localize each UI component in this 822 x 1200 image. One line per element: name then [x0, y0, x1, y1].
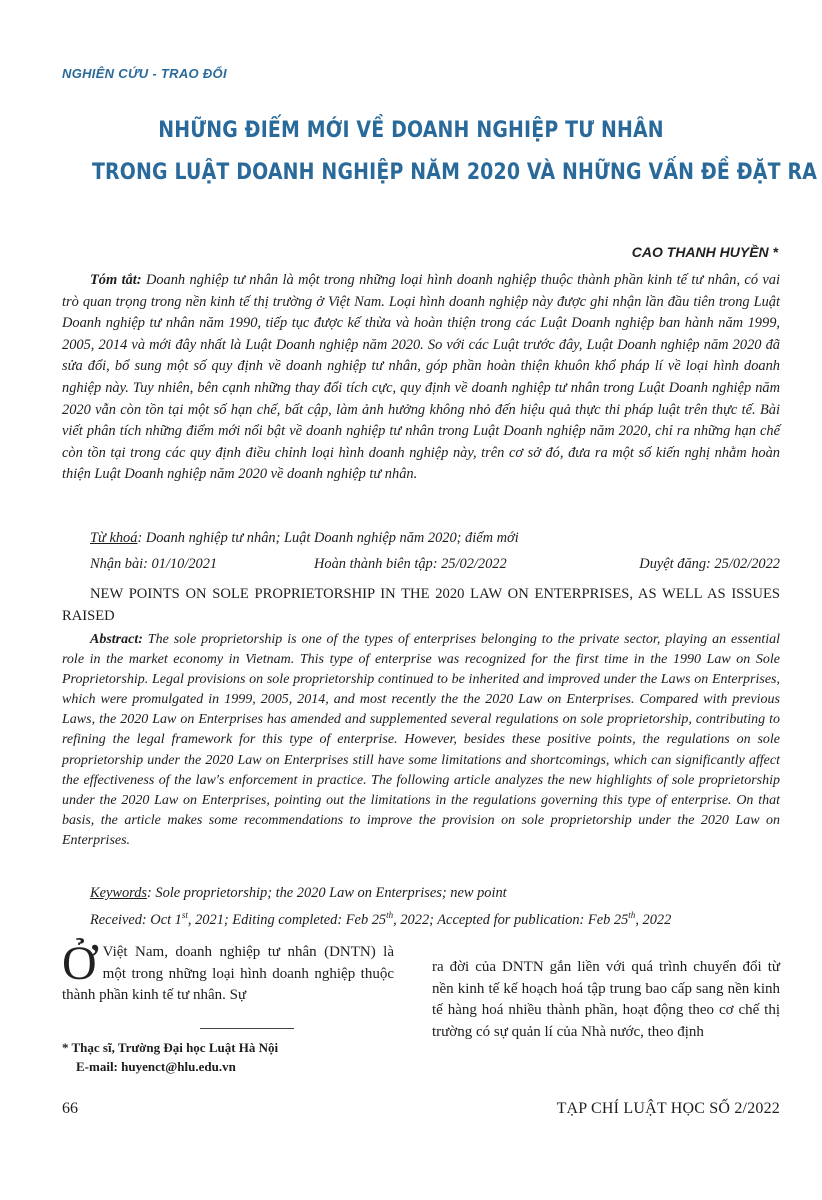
english-title: NEW POINTS ON SOLE PROPRIETORSHIP IN THE 2020 LAW ON ENTERPRISES, AS WELL AS ISSUES RAISED [62, 586, 780, 624]
received-date-vi: Nhận bài: 01/10/2021 [90, 556, 218, 572]
keywords-vi-label: Từ khoá [90, 530, 138, 546]
article-title-line-2: TRONG LUẬT DOANH NGHIỆP NĂM 2020 VÀ NHỮNG VẤN ĐỀ ĐẶT RA [91, 160, 818, 185]
author-name: CAO THANH HUYỀN * [631, 244, 778, 260]
keywords-vi-text: : Doanh nghiệp tư nhân; Luật Doanh nghiệp năm 2020; điểm mới [137, 530, 519, 546]
body-column-left [62, 937, 394, 1007]
article-title-line-1: NHỮNG ĐIỂM MỚI VỀ DOANH NGHIỆP TƯ NHÂN [158, 118, 664, 143]
abstract-vi-label: Tóm tắt: [90, 272, 142, 288]
section-label: NGHIÊN CỨU - TRAO ĐỔI [62, 66, 227, 81]
footnote-affiliation: * Thạc sĩ, Trường Đại học Luật Hà Nội [62, 1040, 279, 1055]
abstract-english [62, 630, 780, 851]
keywords-en-text: : Sole proprietorship; the 2020 Law on Enterprises; new point [147, 885, 507, 901]
body-left-text: Việt Nam, doanh nghiệp tư nhân (DNTN) là một trong những loại hình doanh nghiệp thuộc thành phần kinh tế tư nhân. Sự [62, 944, 394, 1004]
journal-name: TẠP CHÍ LUẬT HỌC SỐ 2/2022 [556, 1100, 780, 1117]
published-date-vi: Duyệt đăng: 25/02/2022 [639, 556, 780, 572]
received-dates-en: Received: Oct 1st, 2021; Editing completed: Feb 25th, 2022; Accepted for publication: Feb 25th, 2022 [90, 910, 672, 928]
abstract-vi-text: Doanh nghiệp tư nhân là một trong những loại hình doanh nghiệp thuộc thành phần kinh tế tư nhân, có vai trò quan trọng trong nền kinh tế thị trường ở Việt Nam. Loại hình doanh nghiệp này được ghi nhận lần đầu tiên trong Luật Doanh nghiệp tư nhân năm 1990, tiếp tục được kế thừa và hoàn thiện trong các Luật Doanh nghiệp ban hành năm 1999, 2005, 2014 và mới đây nhất là Luật Doanh nghiệp năm 2020. So với các Luật trước đây, Luật Doanh nghiệp năm 2020 đã sửa đổi, bổ sung một số quy định về doanh nghiệp tư nhân, góp phần hoàn thiện khuôn khổ pháp lí về loại hình doanh nghiệp này. Tuy nhiên, bên cạnh những thay đổi tích cực, quy định về doanh nghiệp tư nhân trong Luật Doanh nghiệp năm 2020 vẫn còn tồn tại một số hạn chế, bất cập, làm ảnh hưởng không nhỏ đến hiệu quả thực thi pháp luật trên thực tế. Bài viết phân tích những điểm mới nổi bật về doanh nghiệp tư nhân trong Luật Doanh nghiệp năm 2020, chỉ ra những hạn chế còn tồn tại trong các quy định điều chỉnh loại hình doanh nghiệp này, trên cơ sở đó, đưa ra một số kiến nghị nhằm hoàn thiện Luật Doanh nghiệp năm 2020 về doanh nghiệp tư nhân. [62, 272, 780, 483]
keywords-vietnamese [90, 530, 519, 547]
abstract-en-label: Abstract: [90, 632, 143, 647]
keywords-en-label: Keywords [90, 885, 148, 901]
abstract-en-text: The sole proprietorship is one of the types of enterprises belonging to the private sector, playing an essential role in the market economy in Vietnam. This type of enterprise was recognized for the first time in the 1990 Law on Sole Proprietorship. Legal provisions on sole proprietorship continued to be inherited and improved under the Laws on Enterprises, which were promulgated in 1999, 2005, 2014, and most recently the the 2020 Law on Enterprises. Compared with previous Laws, the 2020 Law on Enterprises has amended and supplemented several regulations on sole proprietorship, contributing to refining the legal framework for this type of enterprise. However, besides these positive points, the regulations on sole proprietorship under the 2020 Law on Enterprises still have some limitations and shortcomings, which can significantly affect the effectiveness of the law's enforcement in practice. The following article analyzes the new highlights of sole proprietorship under the 2020 Law on Enterprises, pointing out the limitations in the regulations governing this type of enterprise. On that basis, the article makes some recommendations to improve the provision on sole proprietorship under the 2020 Law on Enterprises. [62, 632, 780, 848]
abstract-vietnamese [62, 270, 780, 486]
author-footnote [62, 1038, 278, 1076]
page-number: 66 [62, 1100, 78, 1117]
keywords-english [90, 885, 507, 902]
footnote-email: E-mail: huyenct@hlu.edu.vn [76, 1059, 236, 1074]
edited-date-vi: Hoàn thành biên tập: 25/02/2022 [314, 556, 507, 572]
footnote-divider [200, 1028, 294, 1029]
drop-cap: Ở [62, 937, 97, 990]
body-column-right: ra đời của DNTN gắn liền với quá trình chuyển đổi từ nền kinh tế kế hoạch hoá tập trung bao cấp sang nền kinh tế hàng hoá nhiều thành phần, hoạt động theo cơ chế thị trường có sự quản lí của Nhà nước, theo định [432, 959, 780, 1040]
